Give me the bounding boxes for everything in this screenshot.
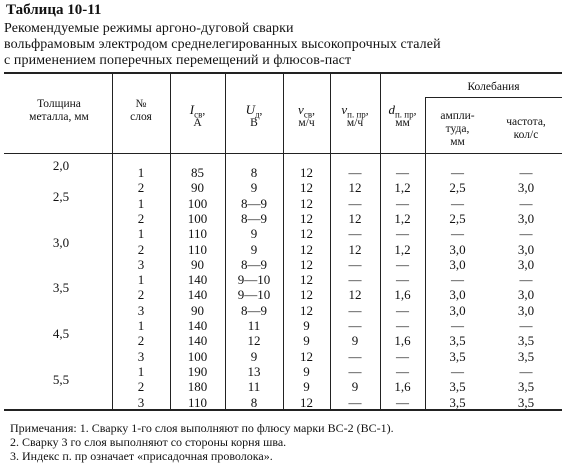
table-cell-n: 2: [137, 241, 145, 257]
table-cell-u: 12: [247, 333, 261, 349]
table-cell-v: 12: [300, 302, 313, 318]
table-cell-n: 1: [137, 272, 145, 288]
table-cell-vp: 12: [348, 180, 362, 196]
table-cell-u: 8: [250, 394, 258, 410]
table-cell-v: 12: [300, 287, 313, 303]
table-cell-n: 2: [137, 210, 145, 226]
table-cell-u: 8—9: [241, 302, 267, 318]
table-cell-u: 8—9: [241, 256, 267, 272]
table-cell-u: 11: [247, 379, 261, 395]
header-i-weld-symbol: I: [189, 102, 195, 117]
table-cell-d: 1,2: [394, 241, 411, 257]
table-cell-f: 3,0: [517, 256, 535, 272]
header-amplitude-2: туда,: [445, 123, 470, 135]
table-cell-f: —: [519, 272, 533, 288]
table-cell-d: —: [396, 348, 409, 364]
table-cell-a: 3,5: [449, 379, 466, 395]
header-i-weld-comma: ,: [202, 105, 206, 117]
table-cell-d: —: [396, 302, 409, 318]
table-cell-f: —: [519, 318, 533, 333]
table-cell-i: 140: [187, 272, 208, 288]
table-cell-d: —: [396, 226, 409, 242]
table-cell-i: 190: [187, 363, 208, 379]
header-u-arc-subscript: д: [254, 109, 260, 120]
table-cell-vp: —: [348, 256, 362, 272]
table-cell-t: 4,5: [52, 326, 70, 342]
table-cell-d: 1,2: [394, 180, 411, 196]
table-cell-f: —: [519, 195, 533, 211]
table-cell-vp: —: [348, 165, 362, 180]
header-v-weld-subscript: св: [303, 109, 313, 120]
table-cell-a: 3,5: [449, 348, 466, 364]
table-cell-f: 3,0: [517, 302, 535, 318]
table-cell-v: 12: [300, 210, 313, 226]
table-cell-vp: 9: [351, 333, 359, 349]
table-cell-a: —: [451, 195, 464, 211]
table-cell-i: 85: [191, 165, 204, 180]
header-layer-2: слоя: [130, 111, 152, 123]
table-cell-f: 3,5: [517, 333, 535, 349]
table-cell-a: 3,0: [449, 241, 466, 257]
table-cell-v: 12: [300, 241, 313, 257]
table-cell-f: 3,0: [517, 287, 535, 303]
header-v-weld-comma: ,: [312, 105, 315, 117]
table-cell-d: —: [396, 363, 409, 379]
table-cell-u: 9—10: [237, 287, 271, 303]
table-title-line-1: Рекомендуемые режимы аргоно-дуговой сварки: [4, 21, 294, 36]
table-cell-f: 3,0: [517, 210, 535, 226]
table-cell-u: 8: [250, 165, 258, 180]
table-cell-vp: 12: [348, 241, 362, 257]
table-cell-u: 9: [250, 241, 258, 257]
table-cell-d: —: [396, 165, 409, 180]
table-cell-d: —: [396, 394, 409, 410]
table-cell-v: 12: [300, 195, 313, 211]
table-cell-vp: 12: [348, 287, 362, 303]
header-v-filler-unit: м/ч: [346, 117, 364, 129]
table-cell-vp: —: [348, 195, 362, 211]
table-cell-f: 3,0: [517, 241, 535, 257]
header-v-filler-symbol: v: [341, 102, 348, 117]
table-cell-vp: —: [348, 394, 362, 410]
table-cell-f: 3,5: [517, 348, 535, 364]
header-d-filler-unit: мм: [395, 117, 410, 129]
table-cell-v: 9: [303, 333, 310, 349]
header-thickness-2: металла, мм: [29, 111, 89, 123]
table-cell-vp: 12: [348, 210, 362, 226]
table-cell-d: 1,6: [394, 333, 411, 349]
table-cell-v: 12: [300, 272, 313, 288]
table-cell-i: 90: [191, 180, 204, 196]
table-cell-t: 5,5: [52, 372, 70, 388]
table-cell-n: 1: [137, 195, 145, 211]
header-oscillation: Колебания: [467, 81, 520, 93]
table-cell-v: 12: [300, 165, 313, 180]
table-cell-i: 110: [187, 226, 208, 242]
table-cell-n: 2: [137, 180, 145, 196]
header-i-weld-unit: A: [193, 117, 202, 129]
table-cell-f: —: [519, 165, 533, 180]
table-cell-v: 12: [300, 180, 313, 196]
table-cell-f: 3,5: [517, 394, 535, 410]
note-1: Примечания: 1. Сварку 1-го слоя выполняют по флюсу марки ВС-2 (ВС-1).: [10, 421, 394, 435]
table-cell-n: 2: [137, 333, 145, 349]
table-cell-n: 1: [137, 318, 145, 333]
table-cell-a: 3,5: [449, 394, 466, 410]
table-cell-u: 11: [247, 318, 261, 333]
header-frequency-2: кол/с: [513, 129, 539, 141]
table-cell-f: 3,5: [517, 379, 535, 395]
table-cell-a: —: [451, 165, 464, 180]
table-cell-t: 2,5: [52, 188, 70, 204]
header-amplitude-1: ампли-: [440, 110, 475, 122]
table-cell-u: 8—9: [241, 210, 267, 226]
note-2: 2. Сварку 3 го слоя выполняют со стороны корня шва.: [10, 435, 287, 449]
header-v-weld-unit: м/ч: [298, 117, 315, 129]
table-cell-f: 3,0: [517, 180, 535, 196]
table-cell-i: 140: [187, 287, 208, 303]
table-cell-a: —: [451, 226, 464, 242]
table-cell-n: 2: [137, 379, 145, 395]
table-cell-n: 1: [137, 226, 145, 242]
table-cell-u: 9—10: [237, 272, 271, 288]
table-cell-f: —: [519, 363, 533, 379]
header-layer-1: №: [135, 98, 147, 110]
table-cell-a: —: [451, 318, 464, 333]
header-d-filler-subscript: п. пр: [394, 109, 414, 120]
table-title-line-3: с применением поперечных перемещений и флюсов-паст: [4, 53, 352, 68]
table-cell-d: —: [396, 272, 409, 288]
table-cell-v: 12: [300, 394, 313, 410]
header-frequency-1: частота,: [506, 116, 546, 128]
table-cell-v: 9: [303, 363, 310, 379]
table-cell-i: 140: [187, 318, 208, 333]
table-cell-d: 1,6: [394, 287, 411, 303]
table-cell-vp: —: [348, 302, 362, 318]
table-cell-n: 1: [137, 363, 145, 379]
table-cell-v: 12: [300, 226, 313, 242]
table-cell-vp: —: [348, 226, 362, 242]
table-cell-i: 180: [187, 379, 208, 395]
header-d-filler-symbol: d: [388, 102, 395, 117]
table-cell-a: —: [451, 272, 464, 288]
oscillation-rule: [425, 97, 562, 98]
table-cell-vp: —: [348, 272, 362, 288]
table-cell-u: 13: [247, 363, 261, 379]
table-cell-i: 100: [187, 210, 208, 226]
table-cell-n: 3: [137, 256, 145, 272]
table-cell-a: 2,5: [449, 180, 466, 196]
header-u-arc-symbol: U: [245, 102, 255, 117]
header-v-filler-subscript: п. пр: [347, 109, 366, 120]
table-cell-i: 100: [187, 348, 208, 364]
header-v-filler-comma: ,: [365, 105, 369, 117]
table-cell-d: —: [396, 256, 409, 272]
table-cell-t: 2,0: [52, 158, 70, 173]
table-cell-d: —: [396, 195, 409, 211]
table-cell-vp: —: [348, 348, 362, 364]
table-title-line-2: вольфрамовым электродом среднелегированных высокопрочных сталей: [4, 37, 441, 52]
header-i-weld-subscript: св: [194, 109, 203, 120]
table-cell-u: 8—9: [241, 195, 267, 211]
table-cell-n: 3: [137, 348, 145, 364]
table-cell-u: 9: [250, 226, 258, 242]
header-u-arc-unit: B: [250, 117, 258, 129]
note-3: 3. Индекс п. пр означает «присадочная проволока».: [10, 449, 273, 463]
table-cell-i: 110: [187, 394, 208, 410]
table-cell-a: 3,0: [449, 302, 466, 318]
table-cell-vp: —: [348, 318, 362, 333]
table-cell-a: 3,5: [449, 333, 466, 349]
table-cell-a: 3,0: [449, 287, 466, 303]
table-cell-a: —: [451, 363, 464, 379]
table-cell-i: 110: [187, 241, 208, 257]
table-cell-n: 3: [137, 302, 145, 318]
table-cell-v: 9: [303, 379, 310, 395]
table-cell-vp: —: [348, 363, 362, 379]
table-cell-i: 90: [191, 302, 204, 318]
table-cell-i: 90: [191, 256, 204, 272]
table-cell-i: 140: [187, 333, 208, 349]
table-label: Таблица 10-11: [6, 2, 102, 18]
table-cell-d: 1,2: [394, 210, 411, 226]
table-cell-t: 3,0: [52, 234, 70, 250]
table-cell-f: —: [519, 226, 533, 242]
header-v-weld-symbol: v: [298, 102, 304, 117]
table-cell-u: 9: [250, 348, 258, 364]
table-cell-a: 3,0: [449, 256, 466, 272]
table-cell-n: 2: [137, 287, 145, 303]
table-cell-d: —: [396, 318, 409, 333]
table-cell-v: 9: [303, 318, 310, 333]
table-cell-v: 12: [300, 348, 313, 364]
table-cell-u: 9: [250, 180, 258, 196]
header-u-arc-comma: ,: [259, 105, 263, 117]
table-cell-d: 1,6: [394, 379, 411, 395]
table-cell-v: 12: [300, 256, 313, 272]
table-cell-vp: 9: [351, 379, 359, 395]
table-cell-t: 3,5: [52, 280, 70, 296]
header-d-filler-comma: ,: [413, 105, 417, 117]
header-thickness-1: Толщина: [37, 98, 81, 110]
table-cell-n: 1: [137, 165, 145, 180]
table-cell-n: 3: [137, 394, 145, 410]
table-cell-a: 2,5: [449, 210, 466, 226]
header-amplitude-3: мм: [450, 136, 465, 148]
table-cell-i: 100: [187, 195, 208, 211]
